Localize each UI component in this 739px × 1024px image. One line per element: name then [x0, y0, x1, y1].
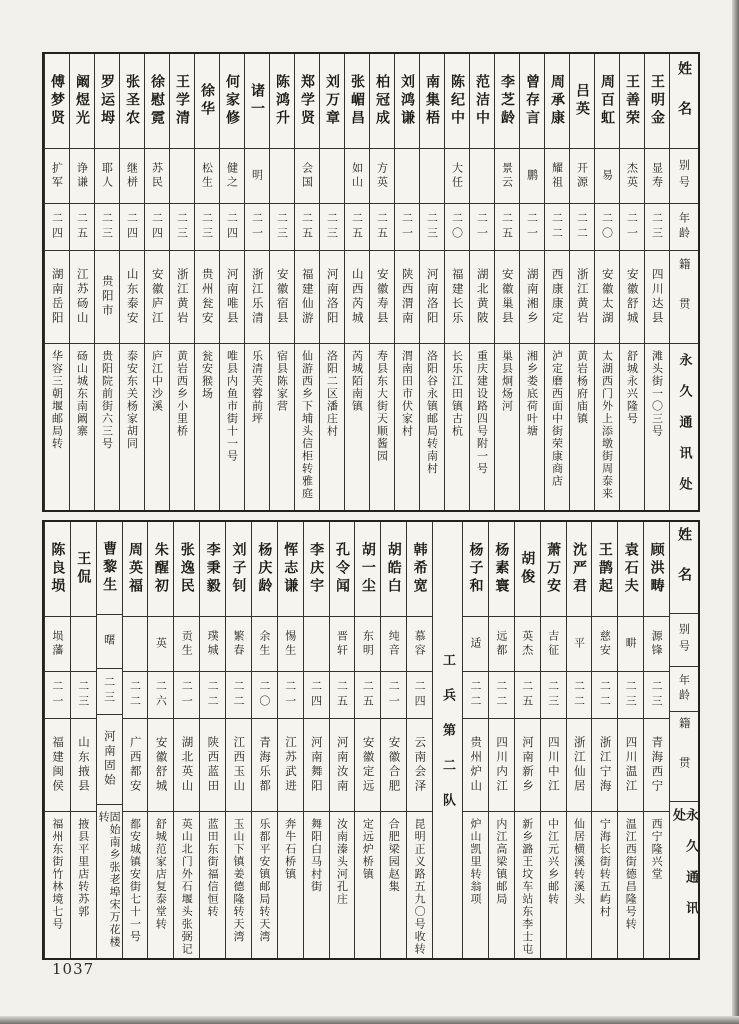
directory-entry-column — [269, 54, 294, 510]
entry-alias: 东明 — [361, 630, 375, 658]
entry-age: 二三 — [546, 680, 560, 710]
entry-name: 孔令闻 — [333, 542, 350, 596]
entry-name: 周百虹 — [599, 74, 615, 128]
entry-native-place: 福建长乐 — [450, 268, 465, 326]
entry-name: 徐慰霓 — [149, 74, 165, 128]
entry-native-place: 河南固始 — [102, 730, 117, 789]
entry-alias: 开源 — [575, 162, 589, 190]
entry-name: 傅梦贤 — [49, 74, 65, 128]
entry-native-place: 山西芮城 — [350, 268, 365, 326]
entry-age: 二五 — [375, 212, 389, 242]
entry-alias: 耶人 — [100, 162, 114, 190]
entry-name: 刘鸿谦 — [399, 74, 415, 128]
entry-alias: 大任 — [450, 162, 464, 190]
entry-native-place: 贵阳市 — [100, 275, 115, 319]
entry-age: 二一 — [50, 680, 64, 710]
entry-native-place: 四川内江 — [495, 736, 510, 794]
entry-address: 黄岩杨府庙镇 — [575, 350, 589, 425]
entry-alias: 惕生 — [283, 630, 297, 658]
entry-age: 二三 — [200, 212, 214, 242]
directory-entry-column — [219, 54, 244, 510]
entry-alias: 畊 — [624, 637, 638, 651]
entry-alias: 松生 — [200, 162, 214, 190]
entry-address: 庐江中沙溪 — [150, 350, 164, 413]
directory-entry-column — [619, 54, 644, 510]
directory-entry-column — [44, 54, 69, 510]
entry-alias: 健之 — [225, 162, 239, 190]
entry-name: 胡一尘 — [359, 542, 376, 596]
directory-entry-column — [119, 54, 144, 510]
entry-native-place: 福建仙游 — [300, 268, 315, 326]
entry-name: 吕英 — [574, 83, 590, 119]
entry-native-place: 安徽舒城 — [625, 268, 640, 326]
entry-alias: 扩军 — [50, 162, 64, 190]
entry-age: 二一 — [283, 680, 297, 710]
directory-entry-column — [406, 522, 432, 958]
entry-name: 张圣农 — [124, 74, 140, 128]
section-header-column — [432, 522, 462, 958]
entry-address: 定远炉桥镇 — [361, 818, 375, 881]
entry-name: 王学清 — [174, 74, 190, 128]
scan-edge-right — [732, 0, 739, 1024]
entry-address: 瓮安猴场 — [200, 350, 214, 400]
directory-entry-column — [594, 54, 619, 510]
entry-address: 寿县东大街天顺酱园 — [375, 350, 389, 463]
directory-entry-column — [591, 522, 617, 958]
header-label-age: 年龄 — [677, 212, 691, 242]
entry-address: 蓝田东街福信恒转 — [206, 818, 220, 918]
entry-address: 英山北门外石堰头张弼记 — [180, 818, 194, 956]
entry-name: 杨子和 — [467, 542, 484, 596]
entry-name: 诸一 — [249, 83, 265, 119]
entry-age: 二〇 — [600, 212, 614, 242]
entry-age: 二六 — [154, 680, 168, 710]
entry-age: 二二 — [206, 680, 220, 710]
entry-age: 二〇 — [450, 212, 464, 242]
entry-native-place: 安徽舒城 — [154, 736, 169, 794]
entry-address: 奔牛石桥镇 — [283, 818, 297, 881]
entry-address: 固始南乡张老埠宋万花楼转 — [97, 811, 122, 949]
entry-alias: 源锋 — [650, 630, 664, 658]
entry-address: 仙游西乡下埔头信柜转雅庭 — [300, 350, 314, 500]
entry-address: 合肥梁园赵集 — [387, 818, 401, 893]
entry-alias: 英杰 — [520, 630, 534, 658]
entry-alias: 景云 — [500, 162, 514, 190]
entry-alias: 贡生 — [180, 630, 194, 658]
entry-address: 重庆建设路四号附一号 — [475, 350, 489, 475]
directory-entry-column — [244, 54, 269, 510]
directory-entry-column — [419, 54, 444, 510]
entry-age: 二二 — [468, 680, 482, 710]
directory-entry-column — [469, 54, 494, 510]
directory-entry-column — [94, 54, 119, 510]
entry-name: 刘万章 — [324, 74, 340, 128]
entry-address: 贵阳院前街六三号 — [100, 350, 114, 450]
entry-name: 张嵋昌 — [349, 74, 365, 128]
header-label-name: 姓名 — [676, 527, 692, 608]
entry-alias: 远都 — [494, 630, 508, 658]
entry-name: 沈严君 — [570, 542, 587, 596]
entry-alias: 平 — [572, 637, 586, 651]
entry-alias: 英 — [154, 637, 168, 651]
directory-entry-column — [277, 522, 303, 958]
entry-name: 陈鸿升 — [274, 74, 290, 128]
entry-name: 袁石夫 — [622, 542, 639, 596]
entry-age: 二〇 — [257, 680, 271, 710]
entry-age: 二三 — [275, 212, 289, 242]
entry-address: 砀山城东南阚寨 — [75, 350, 89, 438]
entry-native-place: 江苏武进 — [283, 736, 298, 794]
entry-alias: 余生 — [257, 630, 271, 658]
entry-address: 泸定磨西面中街荣康商店 — [550, 350, 564, 488]
entry-alias: 耀祖 — [550, 162, 564, 190]
entry-name: 杨庆龄 — [256, 542, 273, 596]
entry-age: 二三 — [325, 212, 339, 242]
entry-native-place: 贵州炉山 — [469, 736, 484, 794]
entry-age: 二五 — [361, 680, 375, 710]
entry-name: 南集梧 — [424, 74, 440, 128]
entry-age: 二四 — [225, 212, 239, 242]
entry-native-place: 安徽宿县 — [275, 268, 290, 326]
entry-native-place: 河南舞阳 — [309, 736, 324, 794]
entry-name: 徐华 — [199, 83, 215, 119]
entry-alias: 晋轩 — [335, 630, 349, 658]
entry-age: 二一 — [525, 212, 539, 242]
entry-name: 杨素寰 — [493, 542, 510, 596]
entry-address: 太湖西门外上添墩街周泰来 — [600, 350, 614, 500]
entry-native-place: 安徽巢县 — [500, 268, 515, 326]
entry-name: 郑学贤 — [299, 74, 315, 128]
entry-address: 玉山下镇姜德隆转天湾 — [231, 818, 245, 943]
entry-native-place: 青海乐都 — [258, 736, 273, 794]
directory-entry-column — [319, 54, 344, 510]
entry-address: 洛阳谷永镇邮局转南村 — [425, 350, 439, 475]
entry-age: 二二 — [550, 212, 564, 242]
directory-entry-column — [225, 522, 251, 958]
directory-entry-column — [294, 54, 319, 510]
entry-alias: 繁春 — [231, 630, 245, 658]
entry-address: 内江高梁镇邮局 — [494, 818, 508, 906]
entry-address: 掖县平里店转苏郭 — [76, 818, 90, 918]
entry-alias: 纯音 — [387, 630, 401, 658]
entry-native-place: 浙江宁海 — [598, 736, 613, 794]
entry-age: 二二 — [128, 680, 142, 710]
entry-address: 洛阳二区潘庄村 — [325, 350, 339, 438]
entry-native-place: 江西玉山 — [232, 736, 247, 794]
roster-table-top — [42, 52, 700, 512]
entry-name: 罗运坶 — [99, 74, 115, 128]
entry-age: 二一 — [475, 212, 489, 242]
entry-native-place: 浙江黄岩 — [575, 268, 590, 326]
directory-entry-column — [644, 54, 669, 510]
entry-address: 温江西街德昌隆号转 — [624, 818, 638, 931]
entry-alias: 苏民 — [150, 162, 164, 190]
entry-age: 二四 — [125, 212, 139, 242]
entry-name: 周承康 — [549, 74, 565, 128]
entry-age: 二四 — [309, 680, 323, 710]
entry-age: 二三 — [100, 212, 114, 242]
entry-name: 曾存言 — [524, 74, 540, 128]
entry-name: 恽志谦 — [282, 542, 299, 596]
header-label-alias: 别号 — [677, 622, 691, 657]
entry-name: 李秉毅 — [204, 542, 221, 596]
directory-entry-column — [70, 522, 96, 958]
entry-address: 宁海长街转五屿村 — [598, 818, 612, 918]
directory-entry-column — [494, 54, 519, 510]
entry-address: 昆明正义路五九〇号收转 — [413, 818, 427, 956]
entry-age: 二五 — [75, 212, 89, 242]
directory-entry-column — [540, 522, 566, 958]
entry-age: 二五 — [300, 212, 314, 242]
entry-native-place: 安徽太湖 — [600, 268, 615, 326]
entry-address: 滩头街一〇三号 — [650, 350, 664, 438]
entry-native-place: 湖北黄陂 — [475, 268, 490, 326]
directory-entry-column — [173, 522, 199, 958]
entry-age: 二五 — [500, 212, 514, 242]
entry-name: 韩希宽 — [411, 542, 428, 596]
directory-entry-column — [344, 54, 369, 510]
entry-age: 二一 — [387, 680, 401, 710]
entry-name: 陈良埙 — [49, 542, 66, 596]
entry-native-place: 山东掖县 — [76, 736, 91, 794]
entry-age: 二二 — [572, 680, 586, 710]
entry-address: 西宁隆兴堂 — [650, 818, 664, 881]
header-label-address: 永久通讯处 — [670, 808, 698, 933]
entry-native-place: 湖南湘乡 — [525, 268, 540, 326]
entry-name: 张逸民 — [178, 542, 195, 596]
entry-age: 二二 — [598, 680, 612, 710]
entry-native-place: 河南新乡 — [520, 736, 535, 794]
entry-address: 汝南溱头河孔庄 — [335, 818, 349, 906]
entry-address: 舞阳白马村街 — [309, 818, 323, 893]
entry-address: 仙居横溪转溪头 — [572, 818, 586, 906]
entry-name: 何家修 — [224, 74, 240, 128]
entry-age: 二三 — [76, 680, 90, 710]
header-label-native-place: 籍贯 — [677, 257, 692, 337]
entry-native-place: 河南洛阳 — [425, 268, 440, 326]
header-column — [669, 522, 698, 958]
directory-entry-column — [519, 54, 544, 510]
directory-entry-column — [169, 54, 194, 510]
entry-age: 二四 — [413, 680, 427, 710]
entry-name: 柏冠成 — [374, 74, 390, 128]
entry-address: 舒城范家店复泰堂转 — [154, 818, 168, 931]
entry-age: 二三 — [650, 212, 664, 242]
entry-name: 阚煜光 — [74, 74, 90, 128]
directory-entry-column — [96, 522, 122, 958]
entry-native-place: 浙江仙居 — [572, 736, 587, 794]
entry-name: 刘子钊 — [230, 542, 247, 596]
entry-name: 萧万安 — [545, 542, 562, 596]
entry-native-place: 福建闽侯 — [51, 736, 66, 794]
entry-address: 炉山凯里转翁项 — [468, 818, 482, 906]
directory-entry-column — [444, 54, 469, 510]
entry-name: 朱醒初 — [152, 542, 169, 596]
entry-native-place: 河南汝南 — [335, 736, 350, 794]
entry-native-place: 广西都安 — [128, 736, 143, 794]
entry-age: 二一 — [250, 212, 264, 242]
entry-native-place: 安徽定远 — [361, 736, 376, 794]
directory-entry-column — [544, 54, 569, 510]
entry-address: 湘乡娄底荷叶塘 — [525, 350, 539, 438]
directory-entry-column — [147, 522, 173, 958]
entry-age: 二三 — [624, 680, 638, 710]
entry-address: 都安城镇安街七十一号 — [128, 818, 142, 943]
entry-alias: 明 — [250, 169, 264, 183]
entry-age: 二三 — [175, 212, 189, 242]
entry-name: 胡皓白 — [385, 542, 402, 596]
directory-entry-column — [566, 522, 592, 958]
section-label: 工兵第二队 — [440, 652, 455, 828]
entry-alias: 慕容 — [413, 630, 427, 658]
entry-address: 泰安东关杨家胡同 — [125, 350, 139, 450]
entry-name: 李庆宇 — [308, 542, 325, 596]
entry-age: 二四 — [50, 212, 64, 242]
directory-entry-column — [369, 54, 394, 510]
entry-native-place: 浙江黄岩 — [175, 268, 190, 326]
entry-address: 乐都平安镇邮局转天湾 — [257, 818, 271, 943]
directory-entry-column — [122, 522, 148, 958]
directory-entry-column — [199, 522, 225, 958]
directory-entry-column — [354, 522, 380, 958]
entry-native-place: 四川温江 — [624, 736, 639, 794]
directory-entry-column — [251, 522, 277, 958]
entry-name: 曹黎生 — [101, 540, 118, 595]
entry-age: 二一 — [400, 212, 414, 242]
entry-age: 二五 — [520, 680, 534, 710]
entry-native-place: 河南唯县 — [225, 268, 240, 326]
directory-entry-column — [462, 522, 488, 958]
header-label-native-place: 籍贯 — [677, 717, 692, 797]
directory-entry-column — [488, 522, 514, 958]
entry-age: 二二 — [575, 212, 589, 242]
directory-entry-column — [69, 54, 94, 510]
entry-native-place: 云南会泽 — [413, 736, 428, 794]
entry-native-place: 四川中江 — [546, 736, 561, 794]
directory-entry-column — [643, 522, 669, 958]
entry-address: 宿县陈家营 — [275, 350, 289, 413]
entry-address: 黄岩西乡小里桥 — [175, 350, 189, 438]
entry-name: 范洁中 — [474, 74, 490, 128]
entry-age: 二二 — [231, 680, 245, 710]
entry-name: 王侃 — [75, 551, 92, 587]
entry-native-place: 湖南岳阳 — [50, 268, 65, 326]
entry-age: 二三 — [102, 676, 116, 707]
entry-alias: 易 — [600, 169, 614, 183]
entry-age: 二五 — [335, 680, 349, 710]
header-label-address: 永久通讯处 — [676, 352, 692, 508]
entry-native-place: 四川达县 — [650, 268, 665, 326]
entry-name: 王善荣 — [624, 74, 640, 128]
entry-alias: 如山 — [350, 162, 364, 190]
entry-address: 渭南田市伏家村 — [400, 350, 414, 438]
entry-alias: 璞城 — [206, 630, 220, 658]
entry-name: 顾洪畴 — [648, 542, 665, 596]
entry-name: 王鹊起 — [596, 542, 613, 596]
entry-alias: 适 — [468, 637, 482, 651]
directory-entry-column — [569, 54, 594, 510]
entry-address: 芮城陌南镇 — [350, 350, 364, 413]
entry-address: 新乡潞王坟车站东李士屯 — [520, 818, 534, 956]
entry-native-place: 贵州瓮安 — [200, 268, 215, 326]
directory-entry-column — [194, 54, 219, 510]
entry-name: 王明金 — [649, 74, 665, 128]
entry-native-place: 安徽庐江 — [150, 268, 165, 326]
directory-entry-column — [617, 522, 643, 958]
entry-alias: 会国 — [300, 162, 314, 190]
header-label-name: 姓名 — [676, 61, 692, 141]
entry-address: 中江元兴乡邮转 — [546, 818, 560, 906]
entry-address: 巢县炯炀河 — [500, 350, 514, 413]
entry-name: 周英福 — [126, 542, 143, 596]
roster-table-bottom — [42, 520, 700, 960]
entry-address: 福州东街竹林境七号 — [50, 818, 64, 931]
entry-native-place: 陕西渭南 — [400, 268, 415, 326]
directory-entry-column — [144, 54, 169, 510]
entry-native-place: 安徽合肥 — [387, 736, 402, 794]
directory-entry-column — [303, 522, 329, 958]
entry-native-place: 河南洛阳 — [325, 268, 340, 326]
entry-name: 胡俊 — [519, 551, 536, 587]
entry-alias: 慈安 — [598, 630, 612, 658]
entry-age: 二一 — [625, 212, 639, 242]
entry-address: 华容三朝堰邮局转 — [50, 350, 64, 450]
entry-alias: 方英 — [375, 162, 389, 190]
entry-alias: 显寿 — [650, 162, 664, 190]
entry-native-place: 江苏砀山 — [75, 268, 90, 326]
entry-native-place: 青海西宁 — [650, 736, 665, 794]
header-label-alias: 别号 — [677, 159, 691, 193]
entry-address: 舒城永兴隆号 — [625, 350, 639, 425]
directory-entry-column — [380, 522, 406, 958]
entry-alias: 曙 — [102, 634, 116, 649]
header-label-age: 年龄 — [677, 674, 691, 705]
entry-native-place: 西康康定 — [550, 268, 565, 326]
entry-native-place: 陕西蓝田 — [206, 736, 221, 794]
entry-address: 唯县内鱼市街十一号 — [225, 350, 239, 463]
entry-age: 二四 — [150, 212, 164, 242]
entry-age: 二三 — [650, 680, 664, 710]
entry-alias: 诤谦 — [75, 162, 89, 190]
header-column — [669, 54, 698, 510]
entry-alias: 吉征 — [546, 630, 560, 658]
entry-age: 二二 — [494, 680, 508, 710]
entry-address: 长乐江田镇古杭 — [450, 350, 464, 438]
entry-age: 二三 — [425, 212, 439, 242]
entry-alias: 继栟 — [125, 162, 139, 190]
entry-age: 二五 — [350, 212, 364, 242]
page-number: 1037 — [52, 960, 95, 978]
entry-name: 李芝龄 — [499, 74, 515, 128]
scan-edge-bottom — [0, 1016, 739, 1024]
directory-entry-column — [329, 522, 355, 958]
directory-entry-column — [44, 522, 70, 958]
entry-native-place: 安徽寿县 — [375, 268, 390, 326]
entry-address: 乐清芙蓉前坪 — [250, 350, 264, 425]
entry-alias: 埙藩 — [50, 630, 64, 658]
entry-age: 二一 — [180, 680, 194, 710]
directory-entry-column — [394, 54, 419, 510]
entry-alias: 鹏 — [525, 169, 539, 183]
entry-native-place: 浙江乐清 — [250, 268, 265, 326]
entry-name: 陈纪中 — [449, 74, 465, 128]
entry-native-place: 山东泰安 — [125, 268, 140, 326]
directory-entry-column — [514, 522, 540, 958]
entry-alias: 杰英 — [625, 162, 639, 190]
entry-native-place: 湖北英山 — [180, 736, 195, 794]
